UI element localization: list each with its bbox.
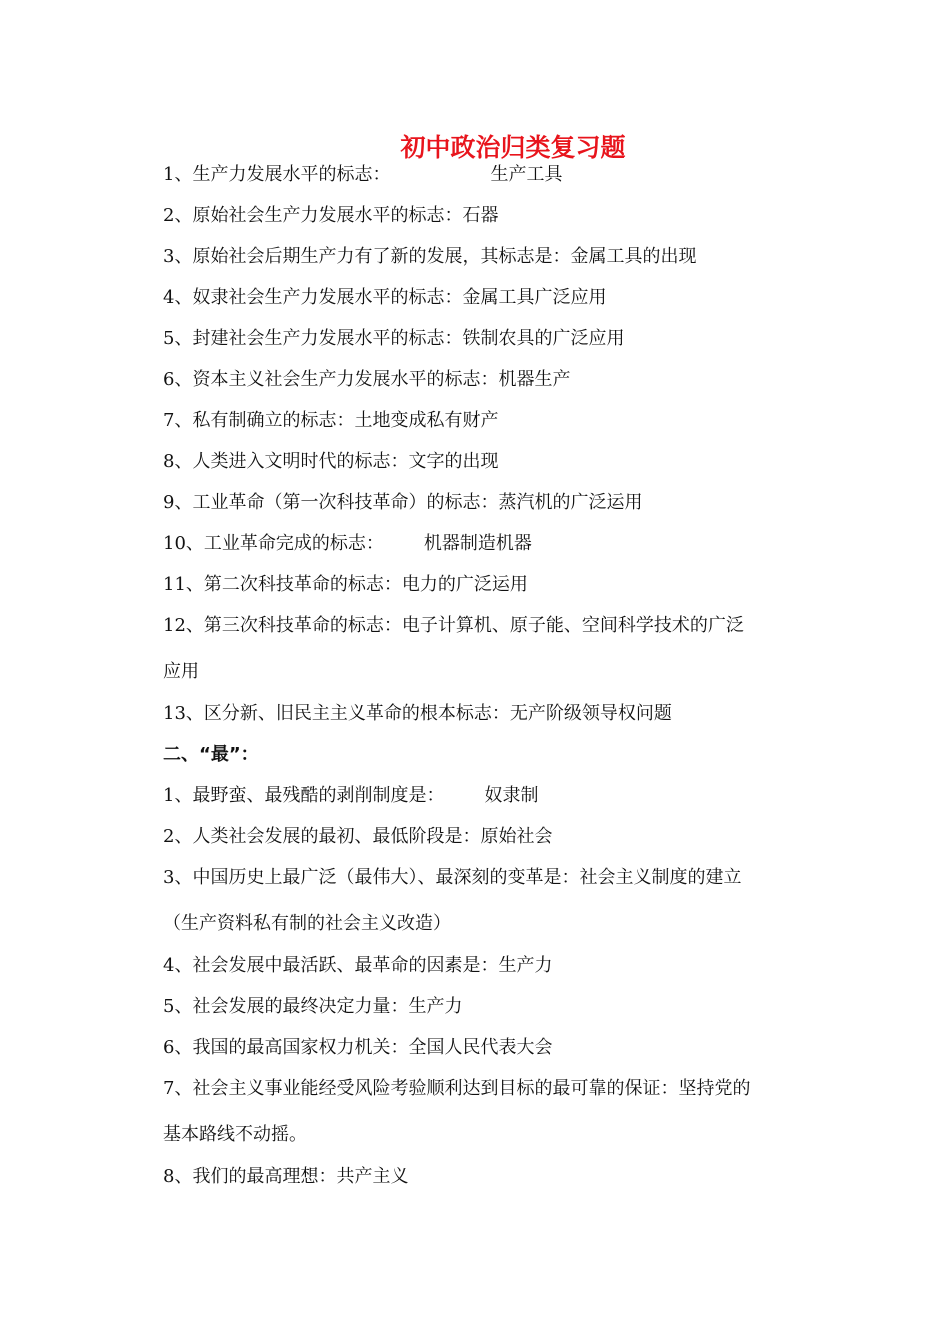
question-text: 13、区分新、旧民主主义革命的根本标志： <box>163 703 510 724</box>
question-text: 2、原始社会生产力发展水平的标志： <box>163 205 463 226</box>
list-item <box>163 1036 552 1060</box>
question-text: 4、奴隶社会生产力发展水平的标志： <box>163 287 463 308</box>
question-text: 6、我国的最高国家权力机关： <box>163 1037 409 1058</box>
list-item <box>163 614 744 638</box>
answer-text: 土地变成私有财产 <box>354 410 499 431</box>
list-item <box>163 491 642 515</box>
answer-text: 奴隶制 <box>484 785 539 806</box>
answer-text: 金属工具的出现 <box>570 246 697 267</box>
answer-text: 生产工具 <box>490 164 563 185</box>
question-text: 7、社会主义事业能经受风险考验顺利达到目标的最可靠的保证： <box>163 1078 679 1099</box>
question-text: 5、社会发展的最终决定力量： <box>163 996 409 1017</box>
list-item <box>163 163 562 187</box>
answer-text: 蒸汽机的广泛运用 <box>498 492 643 513</box>
list-item <box>163 368 570 392</box>
list-item <box>163 995 462 1019</box>
answer-text: 铁制农具的广泛应用 <box>462 328 625 349</box>
list-item <box>163 327 624 351</box>
question-text: 12、第三次科技革命的标志： <box>163 615 402 636</box>
answer-text: 石器 <box>462 205 499 226</box>
list-item <box>163 409 498 433</box>
answer-text: 生产力 <box>408 996 463 1017</box>
question-text: 4、社会发展中最活跃、最革命的因素是： <box>163 955 499 976</box>
question-text: 2、人类社会发展的最初、最低阶段是： <box>163 826 481 847</box>
list-item <box>163 450 498 474</box>
answer-text: 文字的出现 <box>408 451 499 472</box>
list-item <box>163 1165 408 1189</box>
answer-text: 社会主义制度的建立 <box>579 867 742 888</box>
list-item <box>163 784 538 808</box>
list-item <box>163 702 672 726</box>
list-item <box>163 1077 750 1101</box>
question-text: 8、人类进入文明时代的标志： <box>163 451 409 472</box>
answer-text: 无产阶级领导权问题 <box>509 703 672 724</box>
section-heading: 二、“最”： <box>163 744 259 765</box>
list-item <box>163 532 532 556</box>
list-item-continuation <box>163 1123 307 1147</box>
question-text: 3、中国历史上最广泛（最伟大）、最深刻的变革是： <box>163 867 580 888</box>
answer-text: 电力的广泛运用 <box>401 574 528 595</box>
question-text: 5、封建社会生产力发展水平的标志： <box>163 328 463 349</box>
question-text: 1、最野蛮、最残酷的剥削制度是： <box>163 785 445 806</box>
question-text: 7、私有制确立的标志： <box>163 410 355 431</box>
list-item <box>163 204 498 228</box>
list-item <box>163 286 606 310</box>
answer-text: 电子计算机、原子能、空间科学技术的广泛 <box>401 615 744 636</box>
answer-text: 全国人民代表大会 <box>408 1037 553 1058</box>
answer-text: 共产主义 <box>336 1166 409 1187</box>
list-item <box>163 954 552 978</box>
answer-text: 坚持党的 <box>678 1078 751 1099</box>
answer-text: 机器制造机器 <box>423 533 532 554</box>
list-item <box>163 573 528 597</box>
question-text: 9、工业革命（第一次科技革命）的标志： <box>163 492 499 513</box>
list-item <box>163 825 552 849</box>
question-text: （生产资料私有制的社会主义改造） <box>163 913 451 934</box>
answer-text: 机器生产 <box>498 369 571 390</box>
question-text: 6、资本主义社会生产力发展水平的标志： <box>163 369 499 390</box>
answer-text: 生产力 <box>498 955 553 976</box>
page-title: 初中政治归类复习题 <box>400 133 626 162</box>
question-text: 应用 <box>163 661 199 682</box>
answer-text: 原始社会 <box>480 826 553 847</box>
question-text: 1、生产力发展水平的标志： <box>163 164 391 185</box>
question-text: 基本路线不动摇。 <box>163 1124 307 1145</box>
question-text: 3、原始社会后期生产力有了新的发展，其标志是： <box>163 246 571 267</box>
question-text: 10、工业革命完成的标志： <box>163 533 384 554</box>
question-text: 11、第二次科技革命的标志： <box>163 574 402 595</box>
list-item <box>163 245 696 269</box>
answer-text: 金属工具广泛应用 <box>462 287 607 308</box>
list-item-continuation <box>163 912 451 936</box>
list-item <box>163 866 741 890</box>
question-text: 8、我们的最高理想： <box>163 1166 337 1187</box>
list-item-continuation <box>163 660 199 684</box>
